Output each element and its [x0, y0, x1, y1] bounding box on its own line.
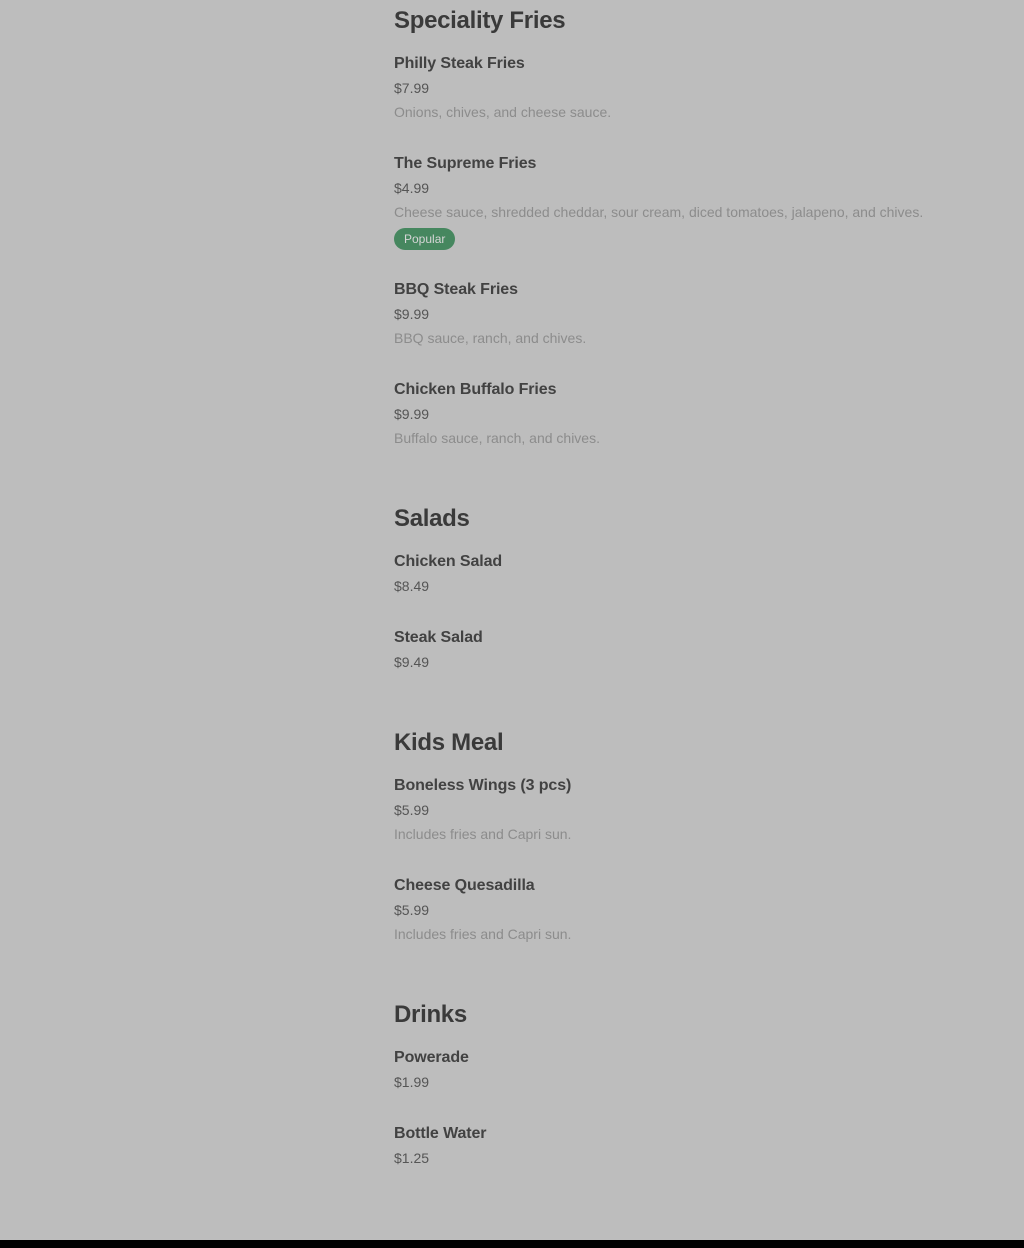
menu-item[interactable] — [394, 1122, 974, 1170]
section-items — [394, 774, 974, 946]
item-name: BBQ Steak Fries — [394, 281, 518, 298]
item-name: Chicken Salad — [394, 553, 503, 570]
menu-section — [394, 728, 974, 946]
item-name: Powerade — [394, 1049, 469, 1066]
menu-section — [394, 1000, 974, 1170]
menu-item[interactable] — [394, 278, 974, 350]
item-price: $9.49 — [394, 654, 430, 670]
menu-item[interactable] — [394, 550, 974, 598]
menu-item[interactable] — [394, 626, 974, 674]
item-name: Bottle Water — [394, 1125, 487, 1142]
item-name: The Supreme Fries — [394, 155, 537, 172]
item-description: Cheese sauce, shredded cheddar, sour cream, diced tomatoes, jalapeno, and chives. — [394, 204, 924, 220]
item-price: $9.99 — [394, 306, 430, 322]
item-name: Cheese Quesadilla — [394, 877, 535, 894]
menu-item[interactable] — [394, 152, 974, 250]
section-title: Speciality Fries — [394, 7, 566, 34]
menu-section — [394, 504, 974, 674]
menu-item[interactable] — [394, 1046, 974, 1094]
section-items — [394, 52, 974, 450]
item-price: $5.99 — [394, 802, 430, 818]
section-items — [394, 550, 974, 674]
item-name: Chicken Buffalo Fries — [394, 381, 557, 398]
item-price: $4.99 — [394, 180, 430, 196]
item-description: BBQ sauce, ranch, and chives. — [394, 330, 587, 346]
section-title: Drinks — [394, 1001, 467, 1028]
section-title: Salads — [394, 505, 470, 532]
item-description: Includes fries and Capri sun. — [394, 826, 572, 842]
item-price: $1.99 — [394, 1074, 430, 1090]
menu-item[interactable] — [394, 52, 974, 124]
item-price: $8.49 — [394, 578, 430, 594]
item-name: Steak Salad — [394, 629, 483, 646]
footer-bar — [0, 1240, 1024, 1248]
item-price: $9.99 — [394, 406, 430, 422]
menu-section — [394, 6, 974, 450]
popular-badge: Popular — [394, 228, 455, 250]
section-items — [394, 1046, 974, 1170]
item-name: Philly Steak Fries — [394, 55, 525, 72]
menu-item[interactable] — [394, 378, 974, 450]
item-name: Boneless Wings (3 pcs) — [394, 777, 572, 794]
menu — [394, 6, 974, 1198]
item-description: Includes fries and Capri sun. — [394, 926, 572, 942]
item-price: $5.99 — [394, 902, 430, 918]
item-description: Onions, chives, and cheese sauce. — [394, 104, 612, 120]
menu-item[interactable] — [394, 774, 974, 846]
item-description: Buffalo sauce, ranch, and chives. — [394, 430, 600, 446]
menu-item[interactable] — [394, 874, 974, 946]
section-title: Kids Meal — [394, 729, 504, 756]
item-price: $1.25 — [394, 1150, 430, 1166]
item-price: $7.99 — [394, 80, 430, 96]
